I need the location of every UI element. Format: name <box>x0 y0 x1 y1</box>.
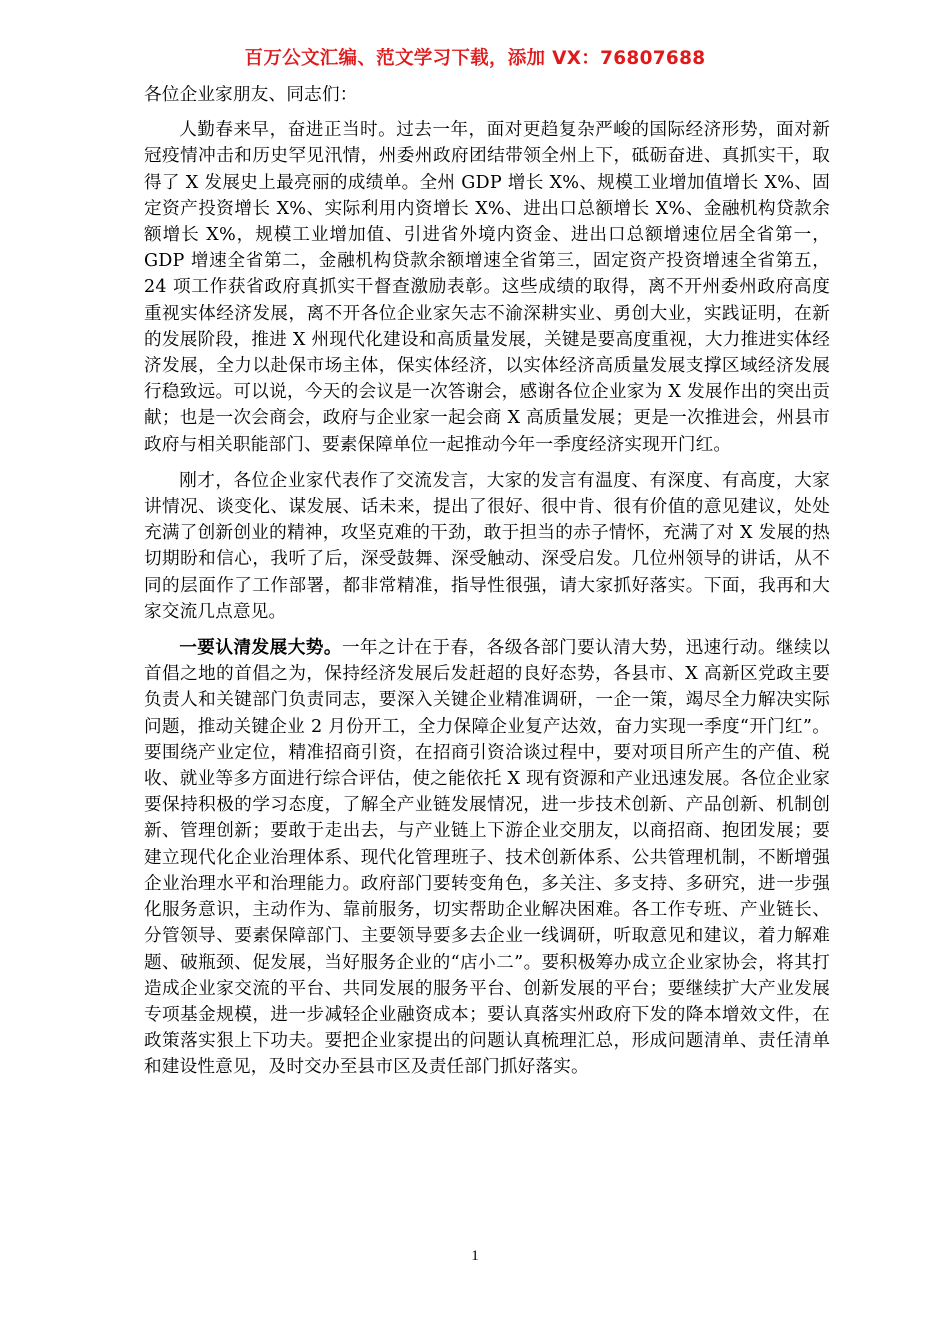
paragraph-3-text: 一年之计在于春，各级各部门要认清大势，迅速行动。继续以首倡之地的首倡之为，保持经济发展后发赶超的良好态势，各县市、X 高新区党政主要负责人和关键部门负责同志，要深入关键企业精准调研，一企一策，竭尽全力解决实际问题，推动关键企业 2 月份开工，全力保障企业复产达效，奋力实现一季度“开门红”。要围绕产业定位，精准招商引资，在招商引资洽谈过程中，要对项目所产生的产值、税收、就业等多方面进行综合评估，使之能依托 X 现有资源和产业迅速发展。各位企业家要保持积极的学习态度，了解全产业链发展情况，进一步技术创新、产品创新、机制创新、管理创新；要敢于走出去，与产业链上下游企业交朋友，以商招商、抱团发展；要建立现代化企业治理体系、现代化管理班子、技术创新体系、公共管理机制，不断增强企业治理水平和治理能力。政府部门要转变角色，多关注、多支持、多研究，进一步强化服务意识，主动作为、靠前服务，切实帮助企业解决困难。各工作专班、产业链长、分管领导、要素保障部门、主要领导要多去企业一线调研，听取意见和建议，着力解难题、破瓶颈、促发展，当好服务企业的“店小二”。要积极筹办成立企业家协会，将其打造成企业家交流的平台、共同发展的服务平台、创新发展的平台；要继续扩大产业发展专项基金规模，进一步减轻企业融资成本；要认真落实州政府下发的降本增效文件，在政策落实狠上下功夫。要把企业家提出的问题认真梳理汇总，形成问题清单、责任清单和建设性意见，及时交办至县市区及责任部门抓好落实。 <box>144 638 830 1078</box>
page-number: 1 <box>471 1248 479 1264</box>
paragraph-1 <box>144 117 830 458</box>
paragraph-3-lead: 一要认清发展大势。 <box>179 637 342 659</box>
paragraph-2-text: 刚才，各位企业家代表作了交流发言，大家的发言有温度、有深度、有高度，大家讲情况、谈变化、谋发展、话未来，提出了很好、很中肯、很有价值的意见建议，处处充满了创新创业的精神，攻坚克难的干劲，敢于担当的赤子情怀，充满了对 X 发展的热切期盼和信心，我听了后，深受鼓舞、深受触动、深受启发。几位州领导的讲话，从不同的层面作了工作部署，都非常精准，指导性很强，请大家抓好落实。下面，我再和大家交流几点意见。 <box>144 470 830 622</box>
paragraph-2 <box>144 468 830 625</box>
promo-banner: 百万公文汇编、范文学习下载，添加 VX：76807688 <box>244 48 706 69</box>
document-body <box>144 82 830 1091</box>
paragraph-1-text: 人勤春来早，奋进正当时。过去一年，面对更趋复杂严峻的国际经济形势，面对新冠疫情冲击和历史罕见汛情，州委州政府团结带领全州上下，砥砺奋进、真抓实干，取得了 X 发展史上最亮丽的成绩单。全州 GDP 增长 X%、规模工业增加值增长 X%、固定资产投资增长 X%、实际利用内资增长 X%、进出口总额增长 X%、金融机构贷款余额增长 X%，规模工业增加值、引进省外境内资金、进出口总额增速位居全省第一，GDP 增速全省第二，金融机构贷款余额增速全省第三，固定资产投资增速全省第五，24 项工作获省政府真抓实干督查激励表彰。这些成绩的取得，离不开州委州政府高度重视实体经济发展，离不开各位企业家矢志不渝深耕实业、勇创大业，实践证明，在新的发展阶段，推进 X 州现代化建设和高质量发展，关键是要高度重视，大力推进实体经济发展，全力以赴保市场主体，保实体经济，以实体经济高质量发展支撑区域经济发展行稳致远。可以说，今天的会议是一次答谢会，感谢各位企业家为 X 发展作出的突出贡献；也是一次会商会，政府与企业家一起会商 X 高质量发展；更是一次推进会，州县市政府与相关职能部门、要素保障单位一起推动今年一季度经济实现开门红。 <box>144 120 830 455</box>
paragraph-3 <box>144 635 830 1080</box>
salutation: 各位企业家朋友、同志们： <box>144 85 358 105</box>
